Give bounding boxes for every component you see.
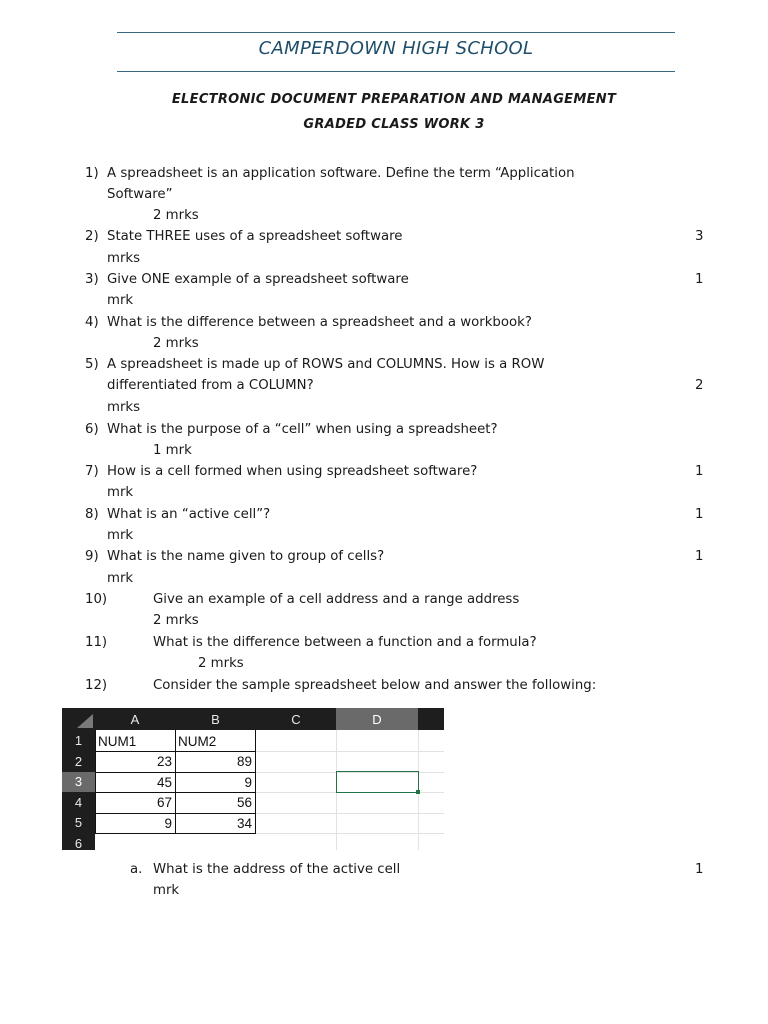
question-number: 8)	[85, 507, 99, 522]
question-number: 4)	[85, 315, 99, 330]
question-marks-unit: mrk	[107, 485, 134, 500]
question-marks: 2 mrks	[153, 336, 199, 351]
question-text-continued: Software”	[107, 187, 173, 202]
cell-a5: 9	[164, 816, 172, 831]
question-marks: 2 mrks	[153, 613, 199, 628]
cell-b4: 56	[236, 795, 252, 810]
column-header-d: D	[336, 708, 418, 730]
question-number: 6)	[85, 422, 99, 437]
question-marks: 1 mrk	[153, 443, 192, 458]
subquestion-marks-number: 1	[695, 862, 704, 877]
question-number: 5)	[85, 357, 99, 372]
question-text: A spreadsheet is an application software. Define the term “Application	[107, 166, 575, 181]
question-text: What is the name given to group of cells?	[107, 549, 385, 564]
question-marks-number: 1	[695, 464, 704, 479]
top-rule	[117, 32, 675, 33]
classwork-title: GRADED CLASS WORK 3	[303, 117, 485, 132]
question-number: 9)	[85, 549, 99, 564]
bottom-rule	[117, 71, 675, 72]
row-header-3: 3	[62, 772, 95, 792]
column-header-c: C	[291, 712, 301, 727]
question-text-continued: differentiated from a COLUMN?	[107, 378, 314, 393]
sample-spreadsheet	[62, 708, 444, 850]
row-header-2: 2	[62, 751, 95, 772]
question-marks-unit: mrks	[107, 251, 141, 266]
column-header-b: B	[211, 712, 220, 727]
question-marks-unit: mrk	[107, 528, 134, 543]
question-marks: 2 mrks	[198, 656, 244, 671]
question-text: Give an example of a cell address and a range address	[153, 592, 520, 607]
subject-heading: ELECTRONIC DOCUMENT PREPARATION AND MANAGEMENT	[171, 92, 617, 107]
question-marks-number: 2	[695, 378, 704, 393]
row-header-4: 4	[62, 792, 95, 813]
select-all-corner	[62, 708, 95, 730]
column-header-a: A	[130, 712, 140, 727]
question-text: What is the purpose of a “cell” when using a spreadsheet?	[107, 422, 498, 437]
question-marks-unit: mrk	[107, 571, 134, 586]
cell-b2: 89	[236, 754, 252, 769]
question-text: What is the difference between a function and a formula?	[153, 635, 537, 650]
cell-a2: 23	[156, 754, 172, 769]
subquestion-marks-unit: mrk	[153, 883, 180, 898]
question-text: A spreadsheet is made up of ROWS and COLUMNS. How is a ROW	[107, 357, 545, 372]
question-number: 10)	[85, 592, 108, 607]
question-text: State THREE uses of a spreadsheet software	[107, 229, 403, 244]
question-text: Consider the sample spreadsheet below and answer the following:	[153, 678, 597, 693]
question-number: 7)	[85, 464, 99, 479]
cell-b5: 34	[236, 816, 252, 831]
table-border	[255, 730, 256, 834]
question-marks-number: 3	[695, 229, 704, 244]
question-number: 2)	[85, 229, 99, 244]
row-header-6: 6	[62, 833, 95, 850]
question-text: What is the difference between a spreadsheet and a workbook?	[107, 315, 532, 330]
school-name: CAMPERDOWN HIGH SCHOOL	[258, 38, 534, 59]
question-text: How is a cell formed when using spreadsheet software?	[107, 464, 478, 479]
question-text: What is an “active cell”?	[107, 507, 271, 522]
question-text: Give ONE example of a spreadsheet software	[107, 272, 409, 287]
row-header-5: 5	[62, 813, 95, 833]
question-marks-unit: mrks	[107, 400, 141, 415]
question-number: 1)	[85, 166, 99, 181]
question-marks-number: 1	[695, 272, 704, 287]
question-marks-number: 1	[695, 549, 704, 564]
cell-a1: NUM1	[98, 734, 137, 749]
subquestion-letter: a.	[130, 862, 143, 877]
row-header-1: 1	[62, 730, 95, 751]
subquestion-text: What is the address of the active cell	[153, 862, 401, 877]
question-marks-number: 1	[695, 507, 704, 522]
question-number: 3)	[85, 272, 99, 287]
cell-a3: 45	[156, 775, 172, 790]
fill-handle	[416, 790, 420, 794]
question-marks: 2 mrks	[153, 208, 199, 223]
question-number: 12)	[85, 678, 108, 693]
question-marks-unit: mrk	[107, 293, 134, 308]
cell-b1: NUM2	[178, 734, 217, 749]
cell-a4: 67	[156, 795, 172, 810]
active-cell-d3	[336, 771, 419, 793]
cell-b3: 9	[244, 775, 252, 790]
question-number: 11)	[85, 635, 108, 650]
